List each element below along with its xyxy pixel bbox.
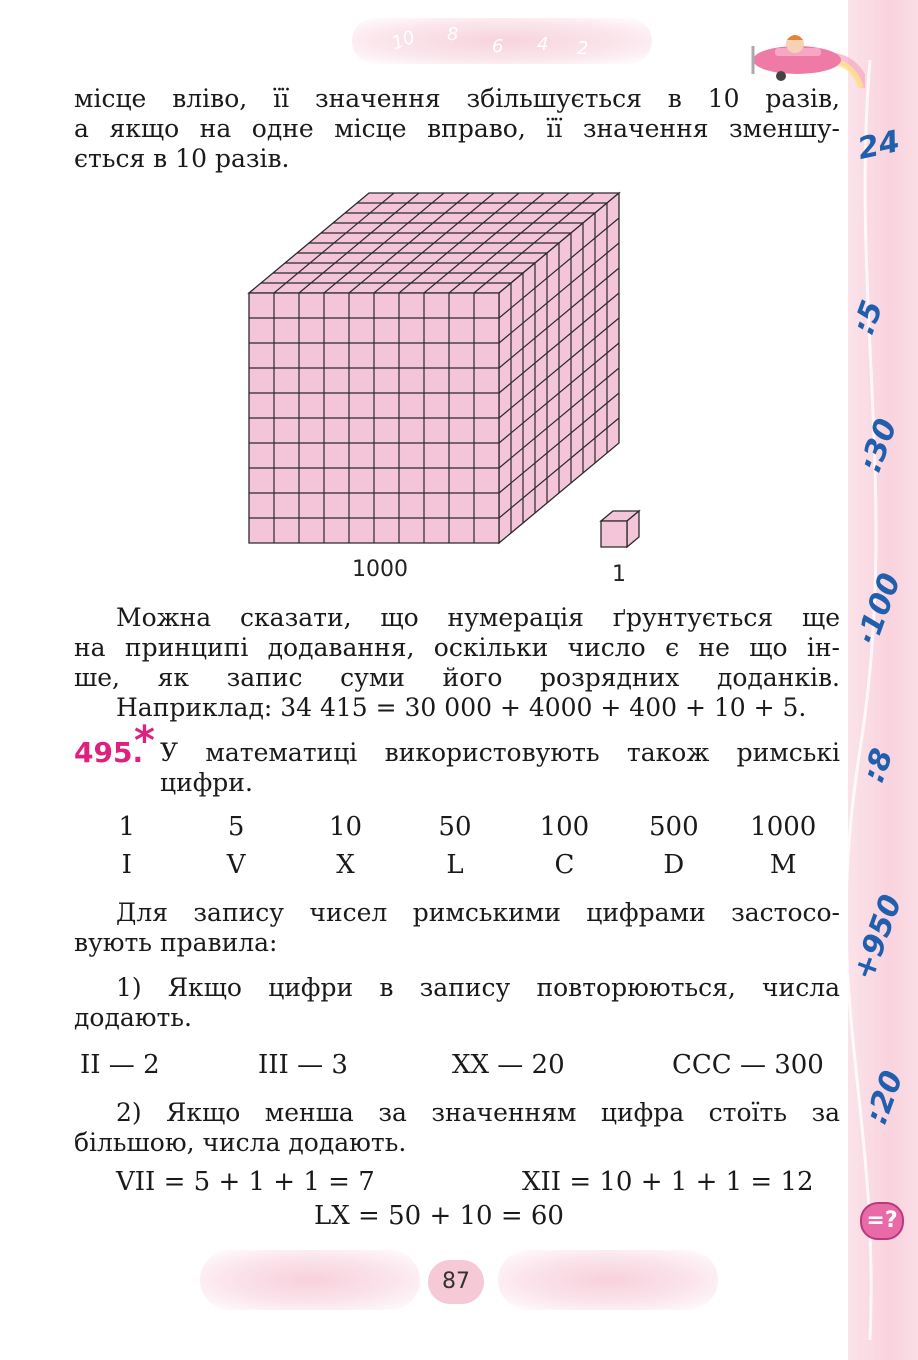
rule-1-example: CCC — 300 [672,1050,824,1080]
text-line: Для запису чисел римськими цифрами застосо- [116,898,840,927]
unit-cube-front [601,521,627,547]
cloud-digit: 6 [492,36,504,57]
table-cell: V [226,850,246,880]
text-line: цифри. [160,768,253,797]
rule-1-example: II — 2 [80,1050,160,1080]
text-line: місце вліво, її значення збільшується в 10 разів, [74,84,840,113]
cloud-digit: 4 [537,34,549,55]
text-line: Можна сказати, що нумерація ґрунтується ще [116,603,840,632]
cube-label-1: 1 [612,562,626,587]
exercise-star: * [134,718,155,764]
page-number: 87 [428,1260,484,1304]
rules-intro-paragraph [74,898,840,958]
margin-number: ·100 [849,568,909,651]
text-line: У математиці використовують також римські [160,738,840,767]
text-line: ше, як запис суми його розрядних доданків. [74,663,840,692]
margin-number: +950 [846,890,910,985]
example-line: Наприклад: 34 415 = 30 000 + 4000 + 400 + 10 + 5. [116,693,807,722]
unit-cube [601,511,639,547]
margin-number: :30 [853,414,905,477]
table-cell: C [554,850,575,880]
table-cell: I [121,850,132,880]
table-cell: 50 [438,812,472,842]
table-cell: 5 [227,812,245,842]
rule-1-example: XX — 20 [452,1050,565,1080]
margin-curve-decoration [840,0,918,1360]
cube-figure [240,185,660,565]
rule-1-example: III — 3 [258,1050,348,1080]
text-line: а якщо на одне місце вправо, її значення зменшу- [74,114,840,143]
table-cell: M [769,850,797,880]
cloud-digit: 2 [577,38,589,59]
margin-number: :8 [856,744,901,787]
text-line: вують правила: [74,928,278,957]
roman-row [72,850,838,888]
roman-numeral-table [72,812,838,888]
exercise-text [160,738,840,798]
rule-2-example: LX = 50 + 10 = 60 [314,1201,564,1231]
footer-cloud-decoration [498,1250,718,1310]
table-cell: 1 [118,812,135,842]
text-line: на принципі додавання, оскільки число є не що ін- [74,633,840,662]
airplane-illustration [735,18,865,88]
table-cell: X [336,850,355,880]
rule-1-paragraph [74,973,840,1033]
table-cell: 100 [539,812,590,842]
text-line: додають. [74,1003,192,1032]
margin-number: 24 [854,124,903,167]
table-cell: D [663,850,685,880]
cloud-digit: 10 [389,26,418,55]
rule-2-example: XII = 10 + 1 + 1 = 12 [522,1167,814,1197]
thousand-cube [249,193,619,543]
header-cloud-decoration [352,18,652,64]
table-cell: 10 [329,812,363,842]
table-cell: L [446,850,464,880]
exercise-number: 495. [74,736,144,769]
text-line: більшою, числа додають. [74,1128,407,1157]
intro-paragraph [74,84,840,174]
cube-label-1000: 1000 [352,557,408,582]
rule-2-paragraph [74,1098,840,1158]
table-cell: 1000 [750,812,817,842]
arabic-row [72,812,838,850]
question-badge-icon: =? [860,1202,904,1240]
footer-cloud-decoration [200,1250,420,1310]
cloud-digit: 8 [447,24,459,45]
text-line: ється в 10 разів. [74,144,290,173]
margin-number: :5 [846,296,891,339]
text-line: 1) Якщо цифри в запису повторюються, числа [116,973,840,1002]
text-line: 2) Якщо менша за значенням цифра стоїть за [116,1098,840,1127]
table-cell: 500 [649,812,699,842]
margin-number: :20 [859,1066,911,1129]
rule-2-example: VII = 5 + 1 + 1 = 7 [116,1167,375,1197]
numeration-paragraph [74,603,840,723]
